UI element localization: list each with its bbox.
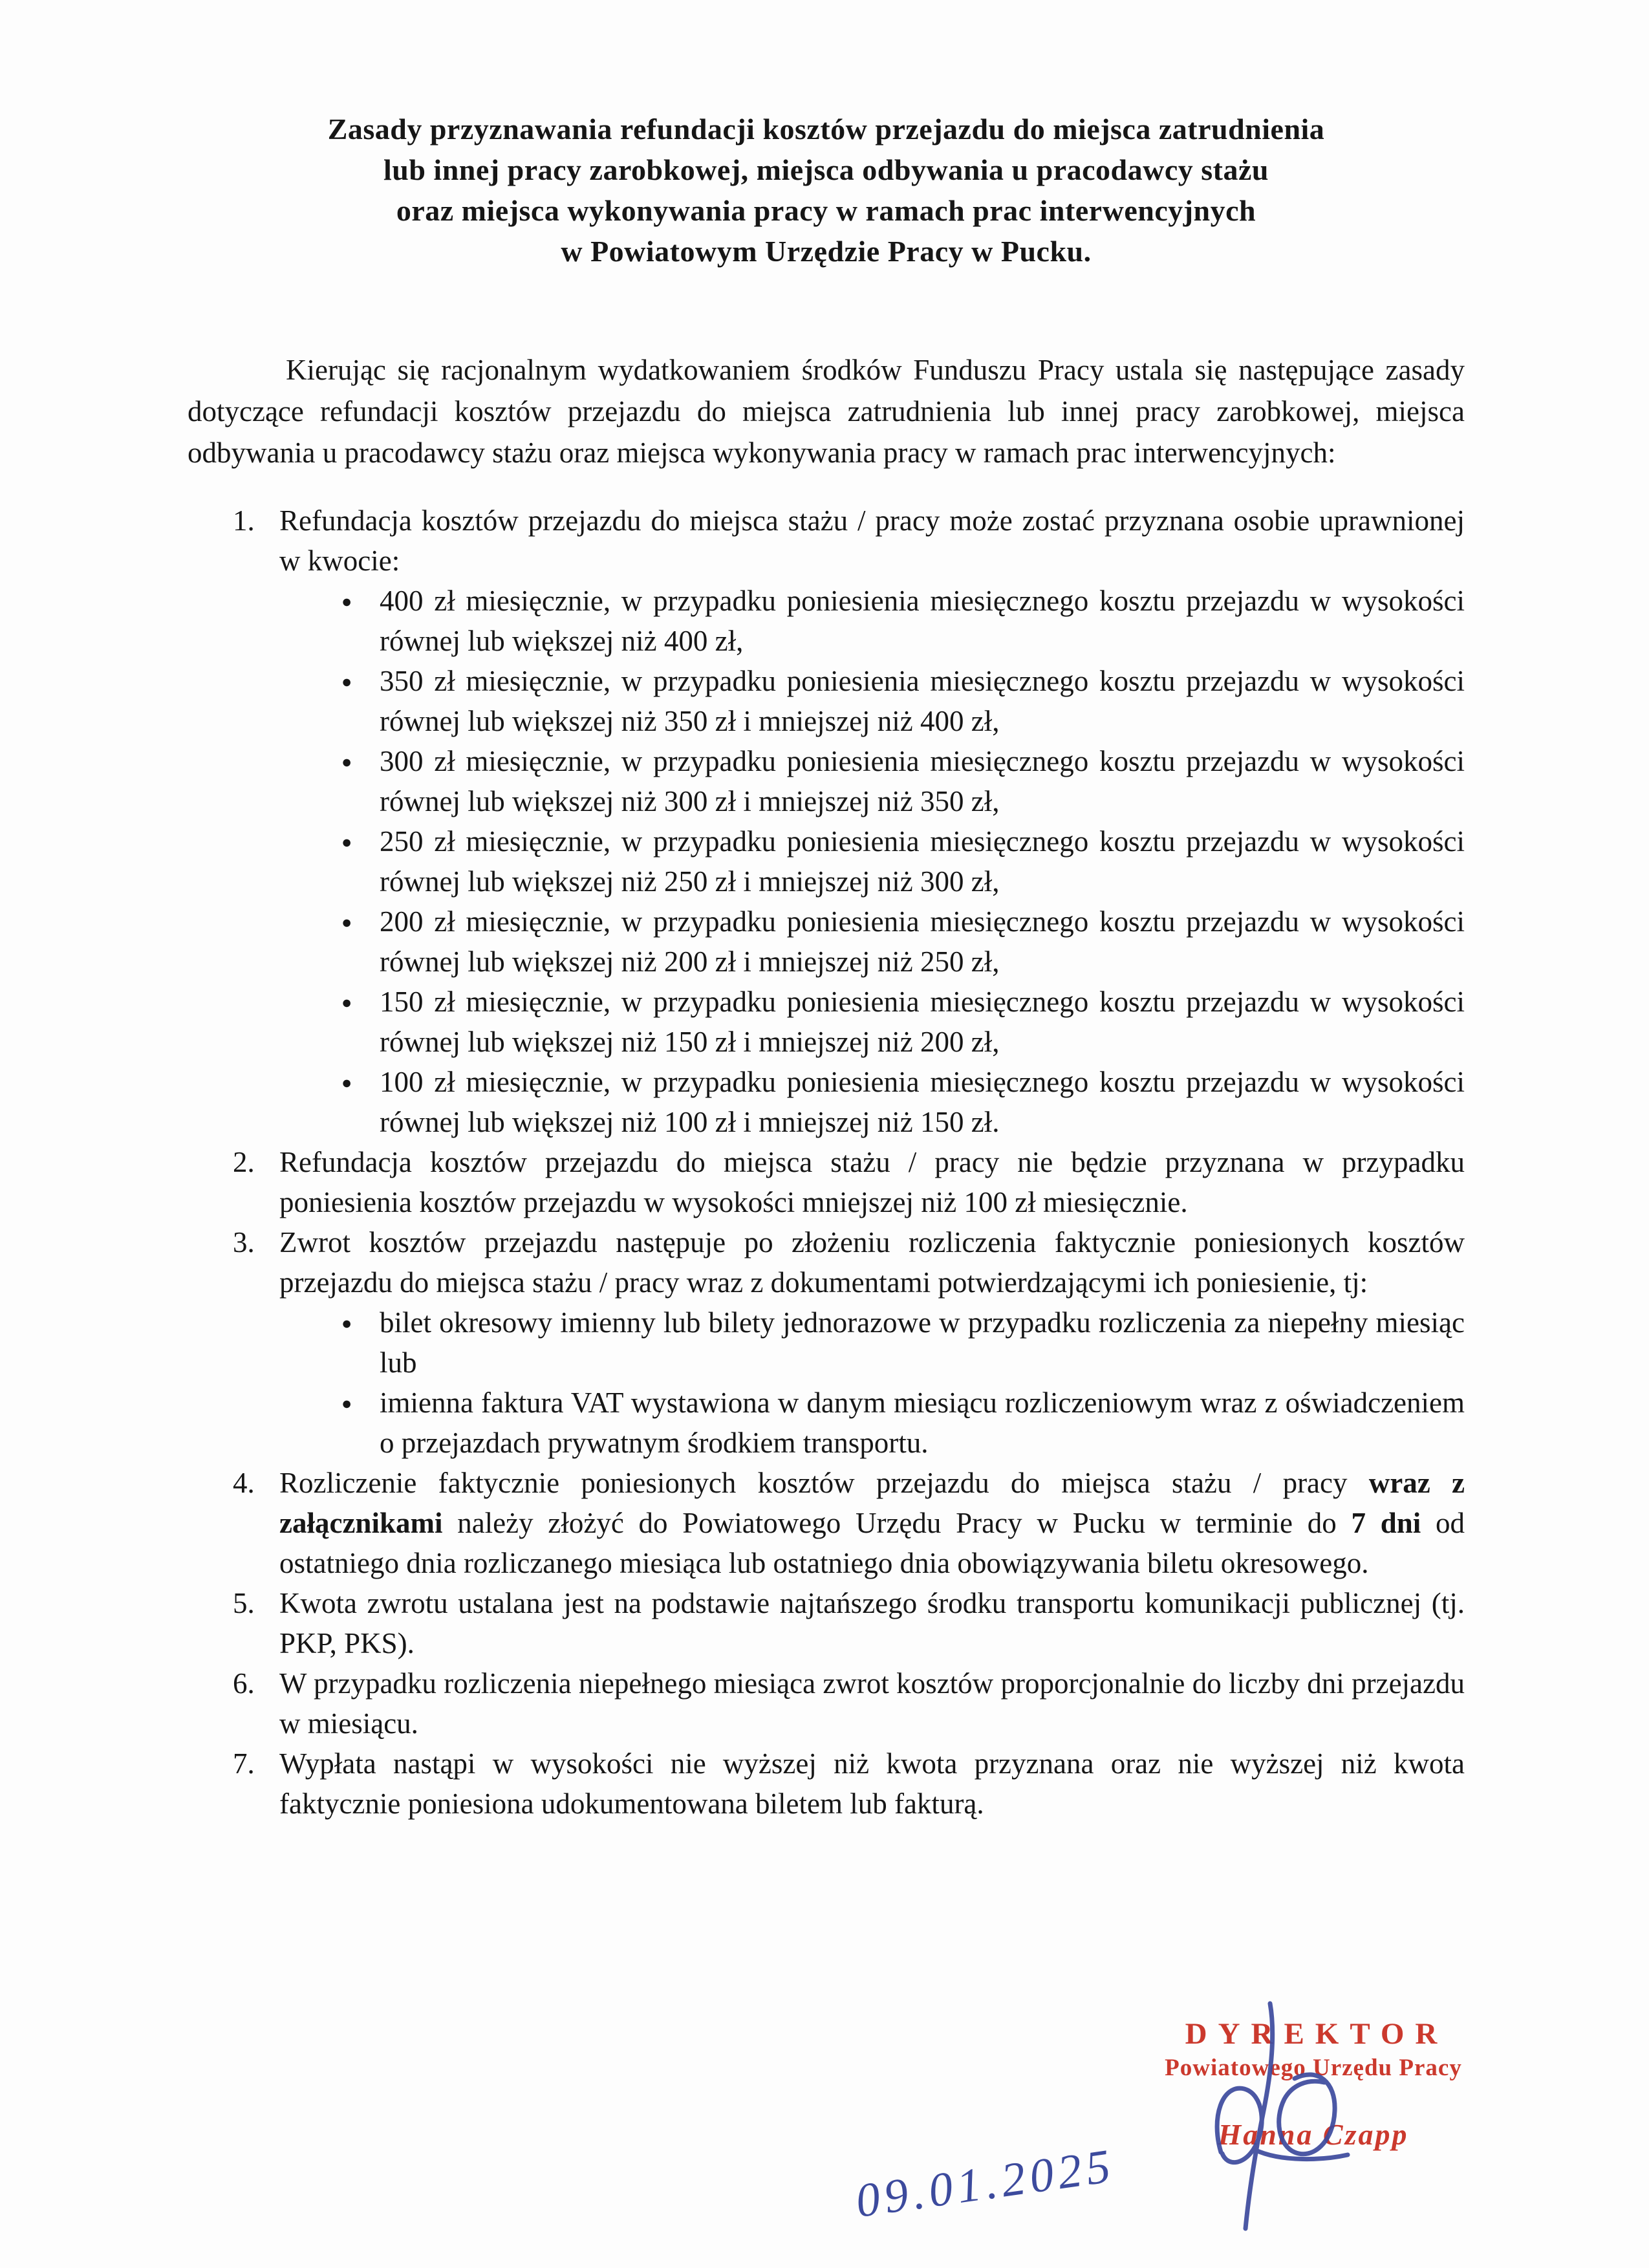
rule-text bbox=[279, 1744, 1465, 1824]
rule-text bbox=[279, 1663, 1465, 1744]
rule-text-content: Rozliczenie faktycznie poniesionych kosztów przejazdu do miejsca stażu / pracy bbox=[279, 1467, 1369, 1499]
title-line: w Powiatowym Urzędzie Pracy w Pucku. bbox=[561, 235, 1092, 268]
rule-number: 1. bbox=[233, 504, 255, 537]
title-line: lub innej pracy zarobkowej, miejsca odbywania u pracodawcy stażu bbox=[383, 153, 1269, 186]
rule-text-content: od ostatniego dnia rozliczanego miesiąca lub ostatniego dnia obowiązywania biletu okresowego. bbox=[279, 1507, 1465, 1579]
rule-item-2 bbox=[188, 1142, 1465, 1222]
bullet-item: ● 350 zł miesięcznie, w przypadku poniesienia miesięcznego kosztu przejazdu w wysokości równej lub większej niż 350 zł i mniejszej niż 400 zł, bbox=[279, 661, 1465, 741]
rule-text-bold: wraz z załącznikami bbox=[279, 1467, 1465, 1539]
intro-paragraph: Kierując się racjonalnym wydatkowaniem środków Funduszu Pracy ustala się następujące zasady dotyczące refundacji kosztów przejazdu do miejsca zatrudnienia lub innej pracy zarobkowej, miejsca odbywania u pracodawcy stażu oraz miejsca wykonywania pracy w ramach prac interwencyjnych: bbox=[188, 354, 1465, 469]
rule-text bbox=[279, 1583, 1465, 1663]
director-stamp bbox=[1156, 2019, 1471, 2150]
rule-text-content: Refundacja kosztów przejazdu do miejsca stażu / pracy może zostać przyznana osobie uprawnionej w kwocie: bbox=[279, 504, 1465, 577]
rule-text bbox=[279, 1142, 1465, 1222]
bullet-item: ● 150 zł miesięcznie, w przypadku poniesienia miesięcznego kosztu przejazdu w wysokości równej lub większej niż 150 zł i mniejszej niż 200 zł, bbox=[279, 982, 1465, 1062]
rule-number: 3. bbox=[233, 1226, 255, 1258]
bullet-item: ● 250 zł miesięcznie, w przypadku poniesienia miesięcznego kosztu przejazdu w wysokości równej lub większej niż 250 zł i mniejszej niż 300 zł, bbox=[279, 821, 1465, 902]
rule-number: 7. bbox=[233, 1747, 255, 1780]
rule-item-4 bbox=[188, 1463, 1465, 1583]
rule-text-content: W przypadku rozliczenia niepełnego miesiąca zwrot kosztów proporcjonalnie do liczby dni przejazdu w miesiącu. bbox=[279, 1667, 1465, 1740]
rules-list bbox=[188, 501, 1465, 1824]
rule-text bbox=[279, 1463, 1465, 1583]
rule-item-5 bbox=[188, 1583, 1465, 1663]
bullet-item: ● 400 zł miesięcznie, w przypadku poniesienia miesięcznego kosztu przejazdu w wysokości równej lub większej niż 400 zł, bbox=[279, 581, 1465, 661]
bullet-item: ● 100 zł miesięcznie, w przypadku poniesienia miesięcznego kosztu przejazdu w wysokości równej lub większej niż 100 zł i mniejszej niż 150 zł. bbox=[279, 1062, 1465, 1142]
rule-text bbox=[279, 501, 1465, 1142]
amount-bullet-list bbox=[279, 581, 1465, 1142]
bullet-item: ● 200 zł miesięcznie, w przypadku poniesienia miesięcznego kosztu przejazdu w wysokości równej lub większej niż 200 zł i mniejszej niż 250 zł, bbox=[279, 902, 1465, 982]
rule-number: 6. bbox=[233, 1667, 255, 1700]
rule-number: 5. bbox=[233, 1587, 255, 1619]
handwritten-date: 09.01.2025 bbox=[852, 2139, 1118, 2229]
rule-number: 4. bbox=[233, 1467, 255, 1499]
bullet-item: ● 300 zł miesięcznie, w przypadku poniesienia miesięcznego kosztu przejazdu w wysokości równej lub większej niż 300 zł i mniejszej niż 350 zł, bbox=[279, 741, 1465, 821]
bullet-item: ● imienna faktura VAT wystawiona w danym miesiącu rozliczeniowym wraz z oświadczeniem o przejazdach prywatnym środkiem transportu. bbox=[279, 1383, 1465, 1463]
rule-item-7 bbox=[188, 1744, 1465, 1824]
stamp-name: Hanna Czapp bbox=[1218, 2118, 1409, 2151]
rule-text bbox=[279, 1222, 1465, 1463]
stamp-title: DYREKTOR bbox=[1185, 2017, 1449, 2051]
title-line: oraz miejsca wykonywania pracy w ramach prac interwencyjnych bbox=[396, 194, 1256, 227]
document-content bbox=[188, 0, 1465, 1824]
rule-text-bold: 7 dni bbox=[1351, 1507, 1421, 1539]
title-line: Zasady przyznawania refundacji kosztów przejazdu do miejsca zatrudnienia bbox=[327, 113, 1325, 146]
rule-item-1 bbox=[188, 501, 1465, 1142]
document-bullet-list bbox=[279, 1302, 1465, 1463]
document-title bbox=[188, 109, 1465, 272]
rule-item-3 bbox=[188, 1222, 1465, 1463]
rule-text-content: Refundacja kosztów przejazdu do miejsca stażu / pracy nie będzie przyznana w przypadku poniesienia kosztów przejazdu w wysokości mniejszej niż 100 zł miesięcznie. bbox=[279, 1146, 1465, 1218]
rule-text-content: Kwota zwrotu ustalana jest na podstawie najtańszego środku transportu komunikacji publicznej (tj. PKP, PKS). bbox=[279, 1587, 1465, 1659]
rule-text-content: należy złożyć do Powiatowego Urzędu Pracy w Pucku w terminie do bbox=[442, 1507, 1352, 1539]
rule-item-6 bbox=[188, 1663, 1465, 1744]
rule-text-content: Zwrot kosztów przejazdu następuje po złożeniu rozliczenia faktycznie poniesionych kosztów przejazdu do miejsca stażu / pracy wraz z dokumentami potwierdzającymi ich poniesienie, tj: bbox=[279, 1226, 1465, 1299]
bullet-item: ● bilet okresowy imienny lub bilety jednorazowe w przypadku rozliczenia za niepełny miesiąc lub bbox=[279, 1302, 1465, 1383]
stamp-subtitle: Powiatowego Urzędu Pracy bbox=[1165, 2055, 1462, 2081]
rule-number: 2. bbox=[233, 1146, 255, 1178]
rule-text-content: Wypłata nastąpi w wysokości nie wyższej niż kwota przyznana oraz nie wyższej niż kwota faktycznie poniesiona udokumentowana biletem lub fakturą. bbox=[279, 1747, 1465, 1820]
